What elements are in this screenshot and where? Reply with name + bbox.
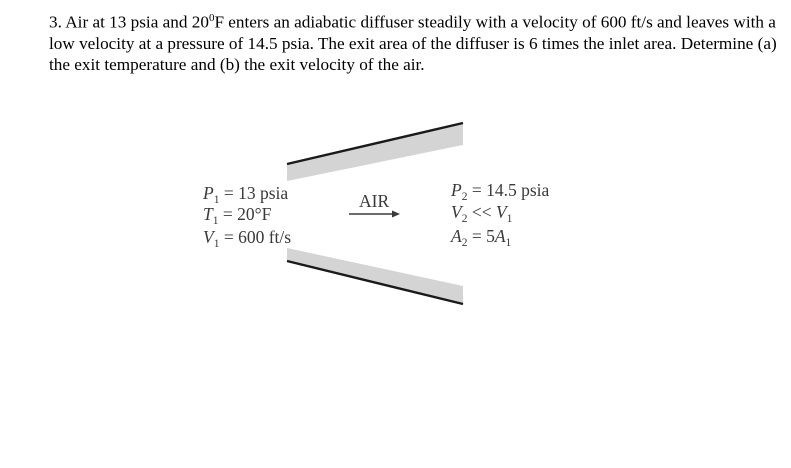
- flow-label: AIR: [359, 191, 390, 211]
- outlet-pressure: $P_2 = 14.5$ psia: [451, 180, 550, 203]
- flow-arrow-head: [392, 211, 400, 218]
- outlet-area: $A_2 = 5A_1$: [451, 226, 512, 249]
- problem-number: 3.: [49, 12, 62, 32]
- degree-superscript: 0: [208, 12, 215, 24]
- inlet-velocity: $V_1 = 600$ ft/s: [203, 227, 292, 250]
- problem-text-part2: F enters an adiabatic diffuser steadily with a velocity of 600 ft/s and leaves with a low velocity at a pressure of 14.5 psia. The exit area of the diffuser is 6 times the inlet area. Determine (a) the exit temperature and (b) the exit velocity of the air.: [49, 12, 777, 74]
- outlet-velocity: $V_2 << V_1$: [451, 202, 513, 225]
- lower-wall-shading: [287, 248, 463, 304]
- problem-text-part1: Air at 13 psia and 20: [65, 12, 209, 32]
- inlet-pressure: $P_1 = 13$ psia: [203, 183, 289, 206]
- inlet-temperature: $T_1 = 20^\circ F$: [203, 204, 272, 227]
- upper-wall-shading: [287, 123, 463, 181]
